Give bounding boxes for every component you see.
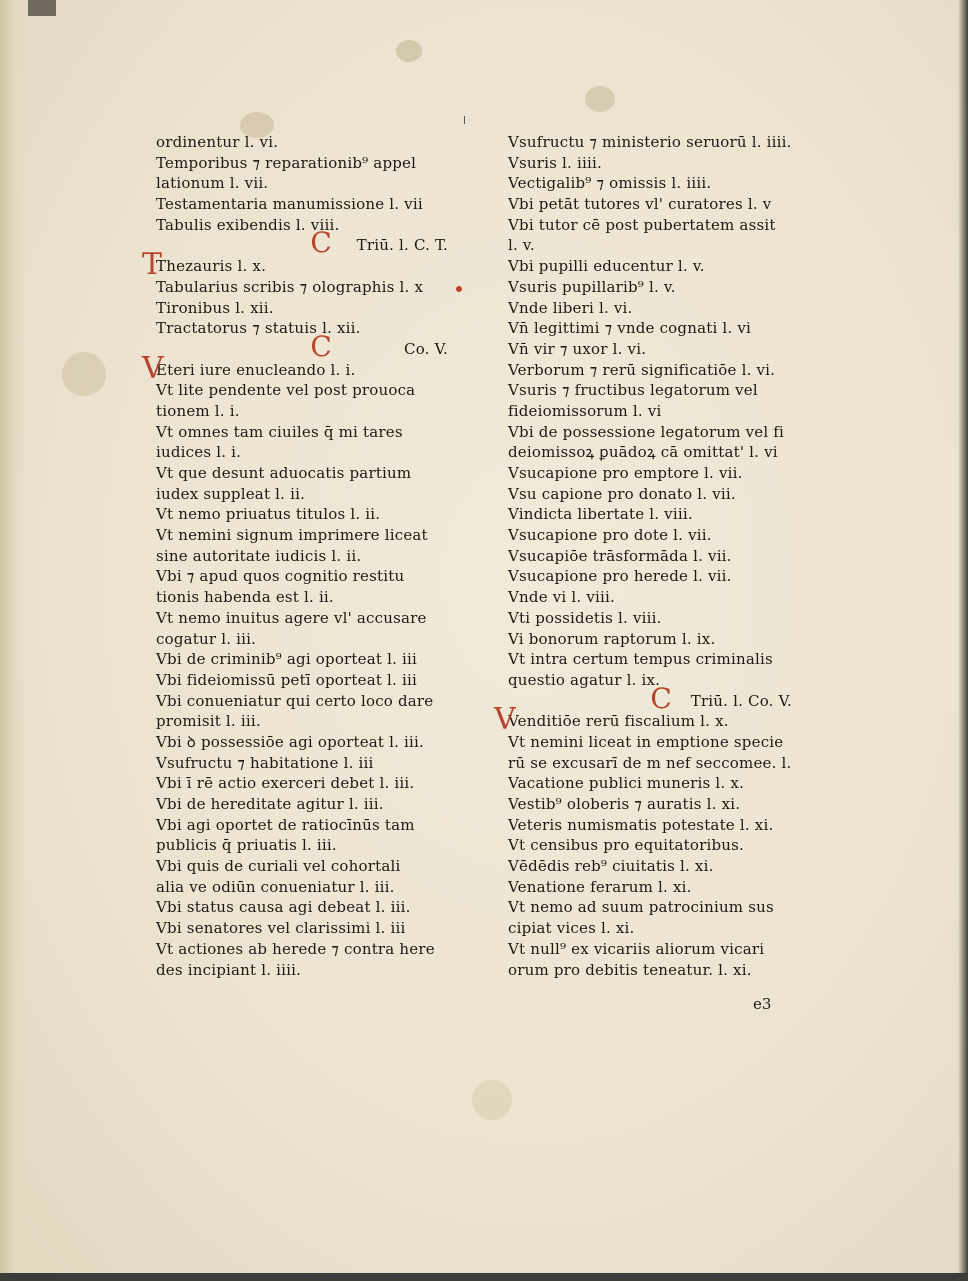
line-text: Vbi de hereditate agitur l. iii.	[156, 795, 384, 813]
text-line	[156, 318, 456, 339]
line-text: rū se excusarī de m nef seccomee. l.	[508, 753, 792, 772]
text-line	[156, 753, 456, 774]
line-text: Vsucapione pro herede l. vii.	[508, 567, 732, 586]
line-text: Vt nemo inuitus agere vl' accusare	[156, 608, 427, 627]
text-line	[156, 939, 456, 960]
line-text: Vnde vi l. viii.	[508, 588, 615, 607]
line-text: Triū. l. C. T.	[356, 236, 448, 255]
line-text: Vi bonorum raptorum l. ix.	[508, 629, 716, 648]
text-line	[508, 918, 800, 939]
text-line	[508, 318, 800, 339]
text-line	[508, 753, 800, 774]
line-text: Vbi de possessione legatorum vel fi	[508, 422, 785, 441]
text-line	[156, 380, 456, 401]
text-line	[156, 566, 456, 587]
line-text: cogatur l. iii.	[156, 629, 257, 648]
line-text: promisit l. iii.	[156, 712, 261, 731]
line-text: Vsucapiōe trāsformāda l. vii.	[508, 546, 732, 565]
line-text: Vbi petāt tutores vl' curatores l. v	[508, 195, 772, 214]
text-line	[156, 608, 456, 629]
section-heading	[156, 329, 456, 363]
line-text: Vt actiones ab herede ⁊ contra here	[156, 939, 435, 958]
text-line	[156, 277, 456, 298]
page-tab	[28, 0, 56, 16]
line-text: Tironibus l. xii.	[156, 298, 274, 317]
text-line	[508, 525, 800, 546]
red-initial: V	[494, 702, 516, 738]
text-line	[508, 463, 800, 484]
line-text: ordinentur l. vi.	[156, 133, 279, 151]
line-text: Vsuris ⁊ fructibus legatorum vel	[508, 381, 758, 400]
text-line	[156, 732, 456, 753]
line-text: Thezauris l. x.	[156, 257, 267, 276]
text-line	[156, 484, 456, 505]
line-text: Vbi senatores vel clarissimi l. iii	[156, 919, 406, 938]
line-text: Vbi ꝺ possessiōe agi oporteat l. iii.	[156, 732, 425, 751]
text-line	[508, 566, 800, 587]
section-heading	[508, 681, 800, 715]
line-text: Vbi status causa agi debeat l. iii.	[156, 898, 411, 917]
line-text: Vectigalib⁹ ⁊ omissis l. iiii.	[508, 174, 712, 193]
line-text: Vn̄ vir ⁊ uxor l. vi.	[508, 339, 647, 358]
text-line	[508, 339, 800, 360]
text-line	[156, 856, 456, 877]
line-text: Vt lite pendente vel post prouoca	[156, 381, 416, 400]
line-text: Vbi de criminib⁹ agi oporteat l. iii	[156, 650, 417, 669]
line-text: deiomissoꝝ ꝑuādoꝝ cā omittat' l. vi	[508, 443, 778, 462]
line-text: Vt que desunt aduocatis partium	[156, 464, 412, 482]
line-text: iudices l. i.	[156, 443, 242, 462]
line-text: Vbi tutor cē post pubertatem assit	[508, 215, 776, 234]
line-text: l. v.	[508, 236, 535, 255]
text-line	[156, 877, 456, 898]
line-text: Vindicta libertate l. viii.	[508, 505, 693, 524]
paper-stain	[396, 40, 422, 62]
text-line	[508, 546, 800, 567]
line-text: Vbi fideiomissū petī oporteat l. iii	[156, 670, 417, 689]
line-text: Vti possidetis l. viii.	[508, 608, 662, 627]
line-text: des incipiant l. iiii.	[156, 960, 302, 979]
line-text: Co. V.	[404, 339, 448, 358]
line-text: cipiat vices l. xi.	[508, 919, 635, 938]
page-bottom-edge	[0, 1273, 968, 1281]
red-initial: T	[142, 247, 163, 283]
text-line	[508, 608, 800, 629]
text-line	[508, 277, 800, 298]
line-text: tionem l. i.	[156, 401, 240, 420]
text-line	[508, 939, 800, 960]
line-text: Temporibus ⁊ reparationib⁹ appel	[156, 153, 417, 172]
text-line	[156, 442, 456, 463]
text-line	[508, 649, 800, 670]
text-line	[508, 173, 800, 194]
line-text: Vt omnes tam ciuiles q̄ mi tares	[156, 422, 403, 441]
text-line	[156, 194, 456, 215]
text-line	[508, 897, 800, 918]
line-text: Vn̄ legittimi ⁊ vnde cognati l. vi	[508, 319, 752, 338]
line-text: tionis habenda est l. ii.	[156, 588, 334, 607]
text-line	[508, 877, 800, 898]
text-line	[508, 484, 800, 505]
text-line	[508, 422, 800, 443]
line-text: Vt null⁹ ex vicariis aliorum vicari	[508, 939, 765, 958]
line-text: Vt intra certum tempus criminalis	[508, 650, 773, 669]
line-text: Tabulis exibendis l. viii.	[156, 215, 340, 234]
text-line	[156, 153, 456, 174]
text-line	[156, 525, 456, 546]
text-line	[508, 732, 800, 753]
text-line	[508, 629, 800, 650]
text-line	[508, 835, 800, 856]
text-line	[508, 235, 800, 256]
line-text: questio agatur l. ix.	[508, 670, 661, 689]
text-line	[508, 773, 800, 794]
line-text: Vsufructu ⁊ habitatione l. iii	[156, 753, 374, 772]
line-text: Vbi quis de curiali vel cohortali	[156, 857, 401, 876]
text-line	[508, 194, 800, 215]
line-text: Vt nemini liceat in emptione specie	[508, 732, 784, 751]
line-text: alia ve odiūn conueniatur l. iii.	[156, 877, 395, 896]
text-line	[508, 960, 800, 981]
page-gutter	[0, 0, 26, 1281]
text-line	[156, 504, 456, 525]
line-text: Tabularius scribis ⁊ olographis l. x	[156, 277, 424, 296]
text-line	[156, 691, 456, 712]
rubric-dot	[456, 286, 462, 292]
text-line	[156, 815, 456, 836]
line-text: iudex suppleat l. ii.	[156, 484, 306, 503]
line-text: Vsu capione pro donato l. vii.	[508, 484, 736, 503]
text-line	[156, 463, 456, 484]
text-line	[508, 380, 800, 401]
line-text: Vsucapione pro dote l. vii.	[508, 526, 712, 545]
text-line	[156, 298, 456, 319]
line-text: Vbi ⁊ apud quos cognitio restitu	[156, 567, 405, 586]
line-text: Vacatione publici muneris l. x.	[508, 774, 744, 793]
line-text: publicis q̄ priuatis l. iii.	[156, 836, 337, 855]
text-line	[156, 587, 456, 608]
text-line	[508, 587, 800, 608]
right-text-column	[494, 132, 800, 980]
line-text: Vt nemo priuatus titulos l. ii.	[156, 505, 381, 524]
line-text: Vt nemini signum imprimere liceat	[156, 526, 428, 545]
line-text: Vsucapione pro emptore l. vii.	[508, 464, 743, 482]
paper-stain	[585, 86, 615, 112]
line-text: sine autoritate iudicis l. ii.	[156, 546, 362, 565]
printer-mark	[464, 116, 465, 124]
line-text: Vbi ī rē actio exerceri debet l. iii.	[156, 774, 415, 793]
text-line	[508, 794, 800, 815]
text-line	[156, 546, 456, 567]
text-line	[508, 256, 800, 277]
signature-mark: e3	[753, 995, 772, 1013]
text-line	[156, 794, 456, 815]
text-line	[508, 153, 800, 174]
text-line	[156, 960, 456, 981]
text-line	[142, 247, 456, 283]
red-initial: V	[142, 350, 164, 386]
text-line	[508, 298, 800, 319]
text-line	[156, 773, 456, 794]
line-text: Vt nemo ad suum patrocinium sus	[508, 898, 774, 917]
page-edge-shadow	[958, 0, 968, 1281]
text-line	[508, 815, 800, 836]
line-text: Venatione ferarum l. xi.	[508, 877, 692, 896]
line-text: Vestib⁹ oloberis ⁊ auratis l. xi.	[508, 795, 741, 813]
text-line	[508, 856, 800, 877]
text-line	[156, 918, 456, 939]
line-text: Vēdēdis reb⁹ ciuitatis l. xi.	[508, 857, 714, 876]
text-line	[156, 215, 456, 236]
text-line	[508, 504, 800, 525]
line-text: Vbi conueniatur qui certo loco dare	[156, 691, 434, 710]
line-text: Triū. l. Co. V.	[690, 691, 792, 710]
text-line	[156, 132, 456, 153]
left-text-column	[142, 132, 456, 980]
paper-stain	[62, 352, 106, 396]
text-line	[156, 670, 456, 691]
line-text: Vnde liberi l. vi.	[508, 298, 633, 317]
line-text: fideiomissorum l. vi	[508, 401, 662, 420]
text-line	[508, 401, 800, 422]
text-line	[156, 173, 456, 194]
text-line	[156, 401, 456, 422]
red-initial: C	[310, 226, 332, 260]
line-text: Tractatorus ⁊ statuis l. xii.	[156, 319, 361, 338]
red-initial: C	[310, 329, 332, 363]
line-text: Vsuris l. iiii.	[508, 153, 602, 172]
line-text: Vbi agi oportet de ratiocīnūs tam	[156, 815, 415, 834]
text-line	[508, 360, 800, 381]
text-line	[156, 422, 456, 443]
text-line	[156, 629, 456, 650]
line-text: Verborum ⁊ rerū significatiōe l. vi.	[508, 360, 776, 379]
text-line	[508, 215, 800, 236]
line-text: Vsuris pupillarib⁹ l. v.	[508, 277, 676, 296]
line-text: lationum l. vii.	[156, 174, 269, 193]
text-line	[156, 835, 456, 856]
line-text: Veteris numismatis potestate l. xi.	[508, 815, 774, 834]
text-line	[156, 711, 456, 732]
line-text: orum pro debitis teneatur. l. xi.	[508, 960, 752, 979]
line-text: Eteri iure enucleando l. i.	[156, 360, 356, 379]
paper-stain	[472, 1080, 512, 1120]
text-line	[508, 132, 800, 153]
line-text: Vbi pupilli educentur l. v.	[508, 257, 705, 276]
line-text: Vt censibus pro equitatoribus.	[508, 836, 745, 855]
line-text: Testamentaria manumissione l. vii	[156, 195, 423, 214]
red-initial: C	[650, 681, 672, 715]
text-line	[142, 350, 456, 386]
line-text: Venditiōe rerū fiscalium l. x.	[508, 712, 729, 731]
line-text: Vsufructu ⁊ ministerio seruorū l. iiii.	[508, 133, 792, 151]
text-line	[156, 649, 456, 670]
text-line	[156, 897, 456, 918]
section-heading	[156, 226, 456, 260]
text-line	[494, 702, 800, 738]
text-line	[508, 442, 800, 463]
